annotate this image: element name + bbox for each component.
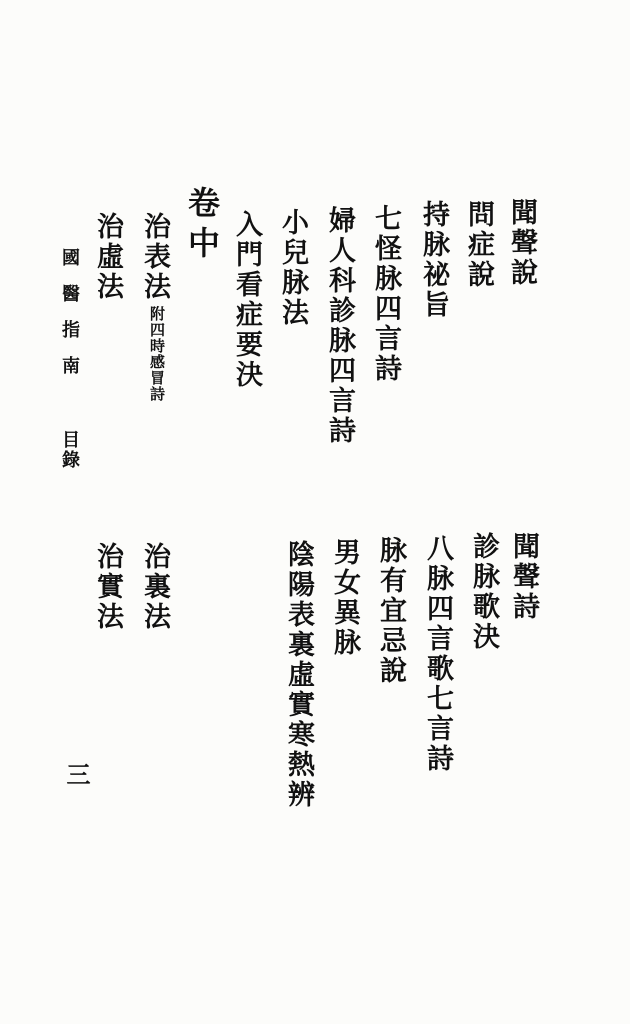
toc-entry-wenzheng-shuo: 問症說 [463, 200, 494, 290]
toc-entry-qiguai-mai: 七怪脉四言詩 [370, 204, 401, 384]
toc-entry-zhi-shi-fa: 治實法 [92, 542, 123, 632]
toc-entry-wensheng-shi: 聞聲詩 [508, 532, 539, 622]
toc-entry-yinyang-bian: 陰陽表裏虛實寒熱辨 [283, 540, 314, 810]
toc-entry-bamai-siyan: 八脉四言歌七言詩 [422, 534, 453, 774]
toc-entry-chimai-mizhi: 持脉祕旨 [418, 200, 449, 320]
toc-entry-furenke-zhenmai: 婦人科診脉四言詩 [324, 206, 355, 446]
running-section: 目錄 [59, 430, 80, 470]
section-heading-juan-zhong: 卷中 [183, 186, 221, 266]
toc-entry-nannv-yimai: 男女異脉 [329, 538, 360, 658]
running-title: 國醫指南 [59, 248, 80, 392]
toc-entry-zhi-li-fa: 治裏法 [139, 542, 170, 632]
toc-entry-wensheng-shuo: 聞聲說 [506, 198, 537, 288]
toc-entry-mai-youyiji: 脉有宜忌說 [375, 536, 406, 686]
page-number: 三 [62, 762, 91, 786]
toc-entry-rumen-kanzheng: 入門看症要決 [231, 210, 262, 390]
toc-entry-xiaoer-maifa: 小兒脉法 [277, 208, 308, 328]
toc-entry-zhi-xu-fa: 治虛法 [92, 212, 123, 302]
toc-entry-note: 附四時感冒詩 [148, 306, 166, 402]
toc-entry-zhenmai-gejue: 診脉歌決 [468, 532, 499, 652]
toc-entry-zhi-biao-fa: 治表法 [139, 212, 170, 302]
